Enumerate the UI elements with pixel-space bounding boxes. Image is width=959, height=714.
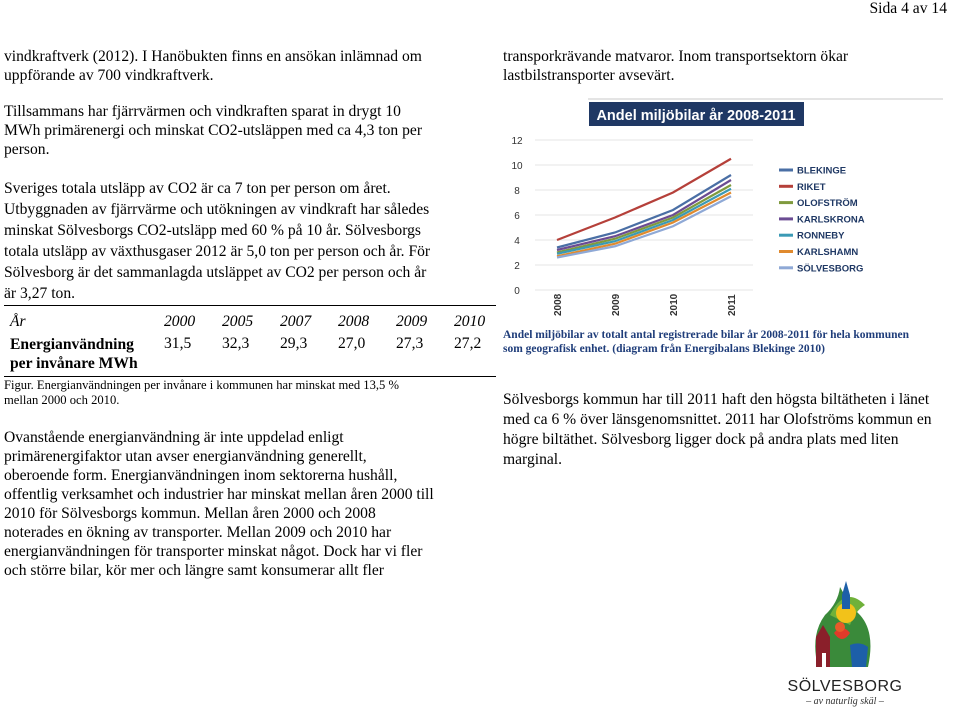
text-line: Ovanstående energianvändning är inte uppdelad enligt xyxy=(4,429,344,446)
text-line: minskat Sölvesborgs CO2-utsläpp med 60 % på 10 år. Sölvesborgs xyxy=(4,222,421,239)
row-label-line: Energianvändning xyxy=(10,336,134,353)
logo-name: SÖLVESBORG xyxy=(787,678,903,695)
paragraph-1 xyxy=(4,47,422,85)
text-line: Tillsammans har fjärrvärmen och vindkraften sparat in drygt 10 xyxy=(4,103,401,120)
paragraph-4 xyxy=(4,428,434,580)
legend-label: SÖLVESBORG xyxy=(797,263,864,275)
legend-label: BLEKINGE xyxy=(797,165,847,177)
caption-line: som geografisk enhet. (diagram från Energibalans Blekinge 2010) xyxy=(503,343,825,355)
table-row-label xyxy=(10,335,138,373)
legend-label: KARLSKRONA xyxy=(797,214,865,226)
text-line: person. xyxy=(4,141,50,158)
table-year-cell: 2005 xyxy=(222,313,254,330)
chart-caption xyxy=(503,328,909,356)
legend-label: RIKET xyxy=(797,181,826,193)
text-line: Sveriges totala utsläpp av CO2 är ca 7 ton per person om året. xyxy=(4,180,391,197)
text-line: marginal. xyxy=(503,451,563,468)
table-caption xyxy=(4,378,399,408)
paragraph-2 xyxy=(4,102,422,159)
table-year-cell: 2007 xyxy=(280,313,312,330)
table-year-cell: 2009 xyxy=(396,313,428,330)
text-line: är 3,27 ton. xyxy=(4,285,76,302)
right-paragraph-2 xyxy=(503,390,932,470)
legend-label: RONNEBY xyxy=(797,230,845,242)
table-value-cell: 27,2 xyxy=(454,335,482,352)
x-tick-label: 2008 xyxy=(553,293,564,316)
text-line: energianvändningen för transporter minskat något. Dock har vi fler xyxy=(4,543,423,560)
table-header-label: År xyxy=(10,313,26,330)
text-line: Utbyggnaden av fjärrvärme och utökningen av vindkraft har således xyxy=(4,201,430,218)
miljobilar-chart xyxy=(503,98,943,320)
table-year-cell: 2010 xyxy=(454,313,486,330)
caption-line: Andel miljöbilar av totalt antal registrerade bilar år 2008-2011 för hela kommunen xyxy=(503,329,910,341)
text-line: offentlig verksamhet och industrier har minskat mellan åren 2000 till xyxy=(4,486,434,503)
text-line: noterades en ökning av transporter. Mellan 2009 och 2010 har xyxy=(4,524,392,541)
table-year-cell: 2000 xyxy=(164,313,196,330)
y-tick-label: 0 xyxy=(514,286,520,297)
legend-label: KARLSHAMN xyxy=(797,247,859,258)
caption-line: Figur. Energianvändningen per invånare i kommunen har minskat med 13,5 % xyxy=(4,378,399,392)
text-line: oberoende form. Energianvändningen inom sektorerna hushåll, xyxy=(4,467,398,484)
text-line: Sölvesborgs kommun har till 2011 haft den högsta biltätheten i länet xyxy=(503,391,930,408)
logo-emblem-icon xyxy=(780,575,910,675)
table-value-cell: 32,3 xyxy=(222,335,250,352)
x-tick-label: 2009 xyxy=(611,293,622,316)
text-line: Sölvesborg är det sammanlagda utsläppet av CO2 per person och år xyxy=(4,264,427,281)
text-line: totala utsläpp av växthusgaser 2012 är 5,0 ton per person och år. För xyxy=(4,243,431,260)
table-year-cell: 2008 xyxy=(338,313,370,330)
y-tick-label: 4 xyxy=(514,236,520,247)
row-label-line: per invånare MWh xyxy=(10,355,138,372)
table-value-cell: 27,3 xyxy=(396,335,424,352)
y-tick-label: 6 xyxy=(514,211,520,222)
chart-title: Andel miljöbilar år 2008-2011 xyxy=(596,108,796,124)
y-tick-label: 12 xyxy=(511,136,523,147)
table-value-cell: 29,3 xyxy=(280,335,308,352)
text-line: MWh primärenergi och minskat CO2-utsläppen med ca 4,3 ton per xyxy=(4,122,423,139)
legend-label: OLOFSTRÖM xyxy=(797,198,858,210)
solvesborg-logo xyxy=(780,575,910,710)
paragraph-3 xyxy=(4,178,430,304)
text-line: lastbilstransporter avsevärt. xyxy=(503,67,675,84)
text-line: högre biltäthet. Sölvesborg ligger dock på andra plats med liten xyxy=(503,431,899,448)
text-line: med ca 6 % över länsgenomsnittet. 2011 har Olofströms kommun en xyxy=(503,411,932,428)
text-line: vindkraftverk (2012). I Hanöbukten finns en ansökan inlämnad om xyxy=(4,48,422,65)
table-value-cell: 27,0 xyxy=(338,335,366,352)
caption-line: mellan 2000 och 2010. xyxy=(4,393,120,407)
y-tick-label: 8 xyxy=(514,186,520,197)
chart-legend xyxy=(779,166,865,275)
page-number: Sida 4 av 14 xyxy=(869,0,947,17)
text-line: transporkrävande matvaror. Inom transportsektorn ökar xyxy=(503,48,849,65)
x-tick-label: 2010 xyxy=(669,293,680,316)
table-value-cell: 31,5 xyxy=(164,335,192,352)
energy-table xyxy=(4,305,496,377)
x-tick-label: 2011 xyxy=(727,294,738,316)
chart-series xyxy=(557,159,731,258)
text-line: uppförande av 700 vindkraftverk. xyxy=(4,67,214,84)
y-tick-label: 10 xyxy=(511,161,523,172)
y-tick-label: 2 xyxy=(514,261,520,272)
right-paragraph-1 xyxy=(503,47,848,85)
logo-tagline: – av naturlig skäl – xyxy=(806,696,884,707)
text-line: primärenergifaktor utan avser energianvändning generellt, xyxy=(4,448,367,465)
text-line: 2010 för Sölvesborgs kommun. Mellan åren 2000 och 2008 xyxy=(4,505,376,522)
text-line: och större bilar, kör mer och längre samt konsumerar allt fler xyxy=(4,562,384,579)
